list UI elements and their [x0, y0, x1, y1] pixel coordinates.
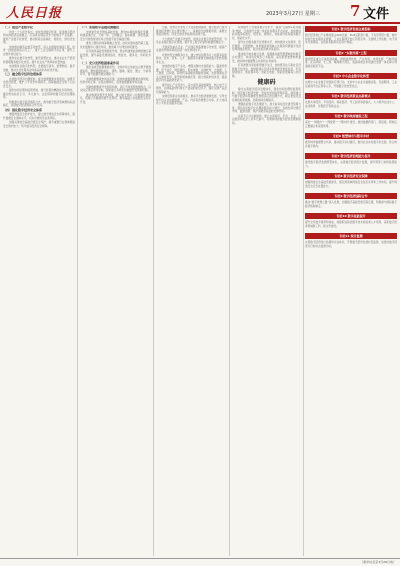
body-paragraph: 当前，世界百年未有之大变局加速演进，数字经济已成为推动经济增长的主要引擎之一，是重组全球要素资源、重塑全球经济结构、改变全球竞争格局的关键力量。	[156, 26, 227, 36]
sidebar-box-text: 数字经济核心产业增加值占GDP比重、IPv6活跃用户数、千兆宽带用户数、软件和信息技术服务业规模、工业互联网平台应用普及率、全国网上零售额、电子商务交易规模、在线政务服务实名用户规模。	[305, 34, 397, 44]
body-paragraph: 培育转型支撑服务生态，建立市场化服务与公共服务双轮驱动，技术、资本、人才、数据等多要素支撑的数字化转型服务生态。	[156, 53, 227, 64]
page-number: 7	[350, 2, 361, 20]
sidebar-box	[305, 26, 397, 45]
newspaper-logo: 人民日报	[6, 6, 63, 21]
sidebar-box-title: 专栏5 数字政府建设工程	[305, 113, 397, 119]
sidebar-box-title: 专栏1 数字经济发展主要指标	[305, 26, 397, 32]
body-paragraph: 加快数据要素市场化流通，加快构建数据要素市场规则，培育市场主体、完善治理体系，促进数据要素市场流通。	[80, 77, 151, 84]
sidebar-box	[305, 213, 397, 228]
article-column-1	[3, 26, 75, 556]
body-paragraph: 持续提升公共服务数字化水平，提高“互联网+政务服务”效能，全面提升全国一体化政务服务平台功能，加快推进政务服务标准化、规范化、便利化，持续提升政务服务数字化、智能化水平。	[232, 26, 301, 40]
sidebar-box-text: 实施中小企业数字化赋能专项行动，支持中小企业从数据采集、设备联网、工业互联网平台应用等入手，开展数字化转型试点。	[305, 81, 397, 88]
body-paragraph: 加快推动数字产业化，增强关键技术创新能力，瞄准传感器、量子信息、网络通信、集成电路、关键软件、大数据、人工智能、区块链、新材料等战略性前瞻性领域，发挥我国社会主义制度优势、新型举国体制优势、超大规模市场优势，提高数字技术基础研发能力。	[156, 65, 227, 82]
sidebar-box-text: 提升全民数字素养和技能，加强职业院校数字技术技能类人才培养，深化数字经济领域新工科、新文科建设。	[305, 221, 397, 228]
column-divider	[303, 26, 304, 556]
sidebar-box-title: 专栏11 统计监测	[305, 233, 397, 239]
article-column-3	[156, 26, 227, 556]
masthead	[0, 0, 400, 24]
sidebar-box	[305, 113, 397, 128]
column-divider	[77, 26, 78, 556]
body-paragraph: 强化协同治理和监管机制，提升监管的精准性和有效性，推动形成政府主导、多元参与、法治保障的数字经济治理格局。	[3, 89, 75, 99]
body-paragraph: 加快服务业数字化转型，发展数字商务、智慧物流、数字金融，推动生活性服务业向高品质和多样化升级。	[3, 65, 75, 72]
sidebar-box	[305, 50, 397, 69]
section-subheading: （四）强化数字经济安全体系	[3, 107, 43, 112]
sidebar-box-title: 专栏9 数字经济国际合作	[305, 193, 397, 199]
body-paragraph: 增强政府数字化治理能力，加大政务信息化建设统筹力度，强化政府数字化治理和服务能力建设，有效发挥对规范市场、鼓励创新、保护消费者权益的支撑作用。	[232, 103, 301, 113]
issue-date: 2023年3月27日 星期三	[266, 11, 320, 17]
sidebar-box-text: 建设数字经济监测预警体系，完善数字经济统计监测，提升跨部门协同监管能力。	[305, 161, 397, 168]
sidebar-box-title: 专栏8 数字经济安全保障	[305, 173, 397, 179]
body-paragraph: 完善多元共治新格局，建立完善政府、平台、企业、行业组织和社会公众多元参与、有效协同的数字经济治理新格局。	[232, 114, 301, 125]
sidebar-box-text: 围绕国家重大区域发展战略，根据能源结构、产业布局、市场发展、气候环境等，在京津冀、长三角、粤港澳大湾区、成渝等地区布局建设全国一体化算力网络国家枢纽节点。	[305, 57, 397, 68]
sidebar-box	[305, 93, 397, 108]
body-paragraph: 全面深化重点行业、产业园区和集群数字化转型，提高产业链协作效率和供应链一体化协同水平。	[156, 45, 227, 52]
sidebar-box-text: 推动“数字丝绸之路”深入发展，加强数字基础设施互联互通，积极参与国际数字经济规则制定。	[305, 201, 397, 208]
sidebar-box-title: 专栏7 数字经济治理能力提升	[305, 153, 397, 159]
sidebar-boxes	[305, 26, 397, 556]
sidebar-box-title: 专栏6 智慧城市与数字乡村	[305, 133, 397, 139]
body-paragraph: 加快培育新业态新模式，推动平台经济健康发展，引导支持平台企业加强数据、产品、内容等资源整合共享，扩大协同办公平台在线服务范围。	[156, 95, 227, 105]
article-column-4	[232, 26, 301, 556]
body-paragraph: 大力推进产业数字化转型，加快企业数字化转型升级，引导企业强化数字化思维，提升员工数字技能和数据管理能力。	[156, 37, 227, 44]
sidebar-box	[305, 133, 397, 148]
sidebar-box	[305, 233, 397, 248]
sidebar-box-text: 深化“一网通办”“一网统管”“一网协同”建设，推进数据跨部门、跨层级、跨地区汇聚融合和深度利用。	[305, 121, 397, 128]
column-divider	[229, 26, 230, 556]
body-paragraph: 党的二十大报告指出，加快发展数字经济，促进数字经济和实体经济深度融合，打造具有国际竞争力的数字产业集群。推进产业数字化转型，推动制造业高端化、智能化、绿色化发展。	[3, 30, 75, 44]
article-column-2	[80, 26, 151, 556]
section-name: 文件	[363, 7, 390, 22]
sidebar-box-title: 专栏10 数字技能提升	[305, 213, 397, 219]
sidebar-box-title: 专栏4 数字经济新业态新模式	[305, 93, 397, 99]
body-paragraph: 加快建设信息网络基础设施，推进5G网络规模化部署，构建高速泛在、天地一体、云网融合、智能敏捷、绿色低碳、安全可控的智能化综合性数字信息基础设施。	[80, 30, 151, 41]
body-paragraph: 提升核心产业竞争力，着力提升基础软硬件、核心电子元器件、关键基础材料和生产装备的供给水平，强化关键产品自给保障能力。	[156, 83, 227, 94]
section-subheading: （二）充分发挥数据要素作用	[80, 60, 120, 65]
sidebar-box	[305, 193, 397, 208]
body-paragraph: 推动数据资源开发利用，建立健全国家公共数据资源体系，统筹公共数据资源开发利用，推动基础公共数据安全有序开放。	[80, 93, 151, 104]
body-paragraph: 创新数据要素开发利用机制，适应不同类型数据特点，以实际应用需求为导向，探索建立多样化的数据开发利用机制。	[80, 85, 151, 92]
sidebar-box-text: 完善数字经济统计监测和评估体系，开展数字经济发展状况监测，加强对数字经济运行的动态监测分析。	[305, 241, 397, 248]
body-paragraph: 完善数字经济治理规则，健全数据要素市场规则，加强平台经济监管，维护公平竞争市场秩序，保障数据安全和个人信息安全。	[3, 77, 75, 88]
section-subheading: （三）健全数字经济治理体系	[3, 72, 43, 76]
body-paragraph: 强化高质量数据要素供给，支持市场主体依法合规开展数据采集，聚焦数据的标注、清洗、脱敏、脱密、聚合、分析等环节，提升数据资源处理能力。	[80, 66, 151, 76]
body-paragraph: 积极参与数字经济国际合作，推动数字经济领域规则标准制定，拓展数字经济国际合作空间。	[3, 100, 75, 107]
sidebar-box-title: 专栏2 “东数西算”工程	[305, 50, 397, 56]
column-divider	[153, 26, 154, 556]
body-paragraph: 推动数字城乡融合发展，统筹推动新型智慧城市和数字乡村建设，协同优化城乡公共服务。深化新型智慧城市建设，推动城市数据整合共享和业务协同。	[232, 52, 301, 63]
sidebar-box-text: 推进城市数据整合共享，推动数字乡村建设，推进农业农村数字化发展，弥合城乡数字鸿沟。	[305, 141, 397, 148]
sidebar-box-text: 发展共享经济、平台经济、智能经济、零工经济等新模式，大力培育在线办公、在线教育、远程医疗等新业态。	[305, 101, 397, 108]
body-paragraph: 加快推动制造业数字化转型，深入实施智能制造工程，培育一批智能制造示范工厂，推广工业互联网平台应用，提升工业软件供给能力。	[3, 45, 75, 56]
body-paragraph: 打造智慧共享的新型数字生活，加快既有住宅和社区设施数字化改造，鼓励新建小区同步规划建设智能系统，打造智能楼宇、智能停车场、智能充电桩、智能垃圾箱等公共设施。	[232, 64, 301, 78]
sidebar-box	[305, 153, 397, 168]
article-title: 健康码	[257, 79, 276, 86]
sidebar-box-text: 加强网络安全基础设施建设，强化跨领域网络安全信息共享和工作协同，提升网络安全应急处置能力。	[305, 181, 397, 188]
body-paragraph: 提升社会服务数字化普惠水平，加快推动文化教育、医疗健康、会展旅游、体育健身等领域公共服务资源数字化供给和网络化服务，促进优质资源共享复用。	[232, 41, 301, 51]
footer-note: （新华社北京3月26日电）	[360, 560, 396, 564]
body-paragraph: 推进云网协同和算网融合发展，加快实施东数西算工程，优化数据中心建设布局，推进算力与网络协同建设。	[80, 42, 151, 49]
section-subheading: （二）推进产业数字化	[3, 26, 34, 29]
body-paragraph: 增强网络安全防护能力，建立健全网络安全保障体系，提升数据安全保障水平，切实有效防范各类风险。	[3, 113, 75, 120]
body-paragraph: 推进农业数字化转型，建设智慧农业，推动农业生产经营和管理服务数字化改造，提升农业生产效率和质量效益。	[3, 57, 75, 64]
body-paragraph: 健全完善数字经济治理体系，强化协同治理和监管机制，规范数字经济发展，坚持发展和监管两手抓。探索建立与数字经济持续健康发展相适应的治理方式，制定更加灵活有效的政策措施，创新协同治理模式。	[232, 88, 301, 102]
sidebar-box-title: 专栏3 中小企业数字化转型	[305, 73, 397, 79]
body-paragraph: 有序推进基础设施智能升级，稳步构建智能高效的融合基础设施，提升基础设施网络化、智能化、服务化、协同化水平。	[80, 50, 151, 60]
body-paragraph: 加强关键信息基础设施安全保护，提升重要行业领域网络安全防护能力，筑牢数字经济安全屏障。	[3, 121, 75, 128]
sidebar-box	[305, 73, 397, 88]
sidebar-box	[305, 173, 397, 188]
section-subheading: （一）加强数字基础设施建设	[80, 26, 120, 29]
